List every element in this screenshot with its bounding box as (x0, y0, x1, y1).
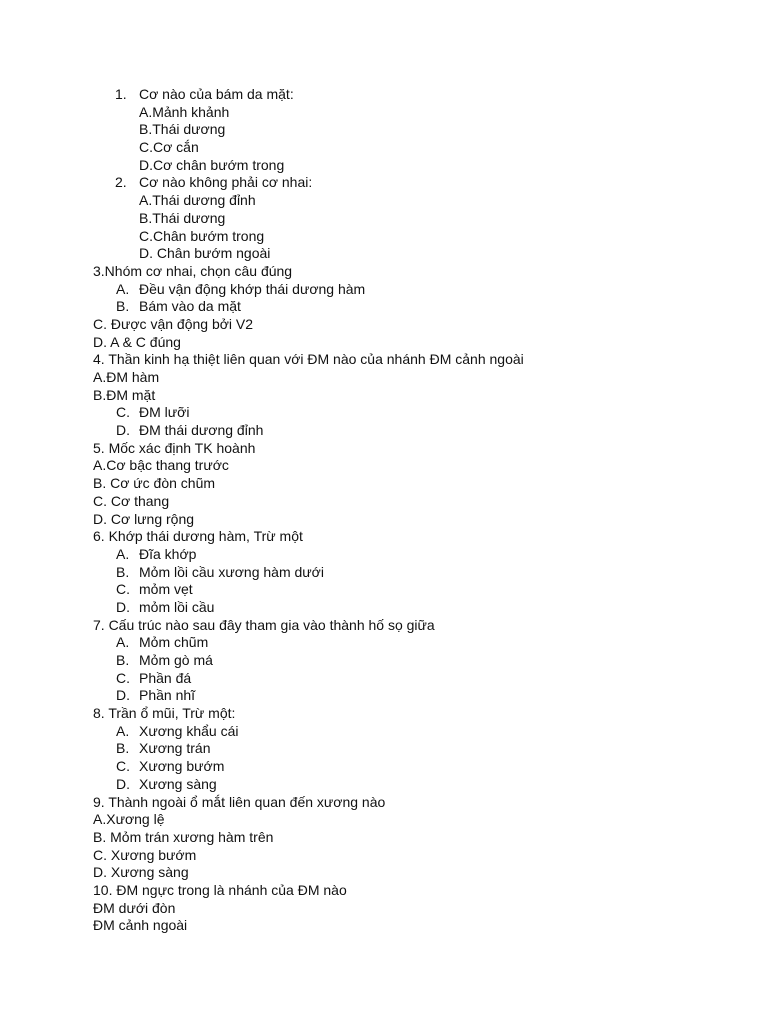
document-line (0, 634, 768, 652)
document-line (0, 422, 768, 440)
line-text: Cơ nào không phải cơ nhai: (139, 174, 313, 191)
list-marker: A. (116, 545, 130, 562)
document-line (0, 705, 768, 723)
document-line (0, 86, 768, 104)
document-line (0, 245, 768, 263)
document-line (0, 263, 768, 281)
document-line (0, 758, 768, 776)
list-marker: D. (116, 687, 130, 704)
line-text: 9. Thành ngoài ổ mắt liên quan đến xương nào (93, 793, 386, 810)
list-marker: B. (116, 740, 130, 757)
line-text: B. Cơ ức đòn chũm (93, 475, 216, 492)
document-line (0, 617, 768, 635)
line-text: A.Thái dương đỉnh (139, 192, 256, 209)
list-marker: C. (116, 581, 130, 598)
line-text: Mỏm lồi cầu xương hàm dưới (139, 563, 324, 580)
line-text: C.Chân bướm trong (139, 227, 265, 244)
document-line (0, 316, 768, 334)
line-text: mỏm vẹt (139, 581, 193, 598)
line-text: Phần nhĩ (139, 687, 196, 704)
list-marker: B. (116, 652, 130, 668)
line-text: B. Mỏm trán xương hàm trên (93, 828, 274, 845)
list-marker: C. (116, 404, 130, 421)
document-line (0, 723, 768, 741)
line-text: C. Cơ thang (93, 492, 170, 509)
line-text: ĐM lưỡi (139, 404, 190, 421)
document-line (0, 157, 768, 175)
document-line (0, 581, 768, 599)
line-text: D. A & C đúng (93, 333, 181, 350)
line-text: 3.Nhóm cơ nhai, chọn câu đúng (93, 262, 293, 279)
line-text: Xương sàng (139, 775, 217, 792)
line-text: A.Xương lệ (93, 811, 165, 828)
line-text: 6. Khớp thái dương hàm, Trừ một (93, 528, 303, 545)
document-line (0, 776, 768, 794)
document-line (0, 104, 768, 122)
list-marker: C. (116, 669, 130, 686)
document-line (0, 687, 768, 705)
document-line (0, 546, 768, 564)
line-text: 4. Thần kinh hạ thiệt liên quan với ĐM nào của nhánh ĐM cảnh ngoài (93, 351, 524, 368)
document-line (0, 599, 768, 617)
line-text: B.Thái dương (139, 121, 226, 138)
document-body (0, 86, 768, 935)
list-marker: C. (116, 758, 130, 775)
document-line (0, 528, 768, 546)
line-text: A.ĐM hàm (93, 369, 160, 385)
line-text: ĐM dưới đòn (93, 899, 176, 916)
document-line (0, 210, 768, 228)
document-line (0, 811, 768, 829)
line-text: Đĩa khớp (139, 545, 197, 562)
line-text: B.ĐM mặt (93, 386, 156, 403)
document-line (0, 829, 768, 847)
list-marker: D. (116, 598, 130, 615)
document-line (0, 794, 768, 812)
list-marker: A. (116, 722, 130, 739)
line-text: Mỏm gò má (139, 652, 213, 668)
document-line (0, 351, 768, 369)
line-text: C. Được vận động bởi V2 (93, 315, 254, 332)
document-line (0, 917, 768, 935)
document-line (0, 334, 768, 352)
list-marker: B. (116, 298, 130, 315)
document-line (0, 740, 768, 758)
document-line (0, 404, 768, 422)
document-line (0, 475, 768, 493)
list-marker: 2. (115, 174, 127, 191)
list-marker: A. (116, 634, 130, 651)
line-text: C.Cơ cắn (139, 139, 199, 156)
line-text: D.Cơ chân bướm trong (139, 156, 285, 173)
line-text: Mỏm chũm (139, 634, 209, 651)
list-marker: A. (116, 280, 130, 297)
line-text: Bám vào da mặt (139, 298, 241, 315)
line-text: C. Xương bướm (93, 846, 197, 863)
line-text: ĐM cảnh ngoài (93, 917, 188, 934)
line-text: A.Cơ bậc thang trước (93, 457, 229, 474)
document-line (0, 298, 768, 316)
document-line (0, 847, 768, 865)
document-line (0, 139, 768, 157)
document-line (0, 281, 768, 299)
line-text: mỏm lồi cầu (139, 598, 215, 615)
line-text: Xương khẩu cái (139, 722, 239, 739)
line-text: ĐM thái dương đỉnh (139, 422, 264, 439)
list-marker: D. (116, 775, 130, 792)
document-line (0, 121, 768, 139)
document-line (0, 564, 768, 582)
document-line (0, 174, 768, 192)
line-text: 7. Cấu trúc nào sau đây tham gia vào thành hố sọ giữa (93, 616, 435, 633)
document-line (0, 457, 768, 475)
line-text: Đều vận động khớp thái dương hàm (139, 280, 366, 297)
document-line (0, 387, 768, 405)
line-text: D. Cơ lưng rộng (93, 510, 195, 527)
document-line (0, 882, 768, 900)
document-line (0, 493, 768, 511)
document-line (0, 652, 768, 670)
list-marker: 1. (115, 86, 127, 102)
line-text: Xương trán (139, 740, 211, 757)
line-text: 5. Mốc xác định TK hoành (93, 439, 256, 456)
line-text: D. Chân bướm ngoài (139, 245, 271, 262)
document-line (0, 864, 768, 882)
line-text: B.Thái dương (139, 209, 226, 226)
list-marker: B. (116, 563, 130, 580)
line-text: 10. ĐM ngực trong là nhánh của ĐM nào (93, 881, 347, 898)
list-marker: D. (116, 422, 130, 439)
line-text: A.Mảnh khảnh (139, 103, 230, 120)
document-line (0, 228, 768, 246)
document-line (0, 192, 768, 210)
line-text: Cơ nào của bám da mặt: (139, 86, 294, 102)
line-text: D. Xương sàng (93, 864, 189, 881)
document-line (0, 369, 768, 387)
line-text: Xương bướm (139, 758, 225, 775)
document-line (0, 440, 768, 458)
line-text: 8. Trần ổ mũi, Trừ một: (93, 705, 236, 722)
line-text: Phần đá (139, 669, 192, 686)
document-line (0, 900, 768, 918)
document-line (0, 670, 768, 688)
document-line (0, 511, 768, 529)
